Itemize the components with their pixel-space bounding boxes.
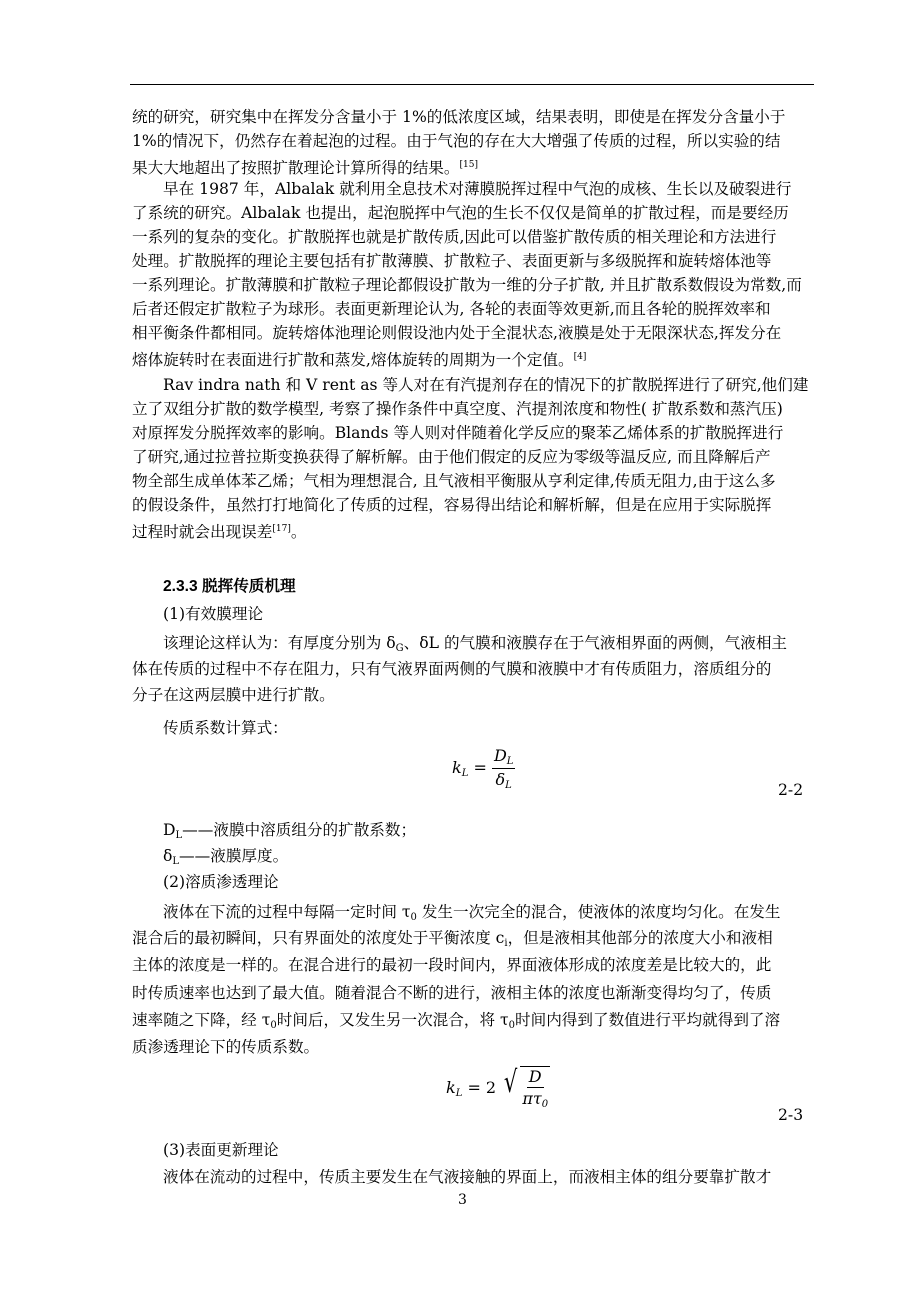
paragraph-line: 过程时就会出现误差[17]。 [132,523,307,541]
paragraph-line: 一系列的复杂的变化。扩散脱挥也就是扩散传质,因此可以借鉴扩散传质的相关理论和方法进行 [132,228,777,246]
paragraph-line: 混合后的最初瞬间，只有界面处的浓度处于平衡浓度 $c_i$，但是液相其他部分的浓度大小和液相 [132,929,773,949]
citation-ref: [15] [459,160,478,170]
paragraph-line: Rav indra nath 和 V rent as 等人对在有汽提剂存在的情况下的扩散脱挥进行了研究,他们建 [163,376,809,394]
paragraph-line: 后者还假定扩散粒子为球形。表面更新理论认为, 各轮的表面等效更新,而且各轮的脱挥效率和 [132,300,771,318]
paragraph-line: 1%的情况下，仍然存在着起泡的过程。由于气泡的存在大大增强了传质的过程，所以实验的结 [132,132,781,150]
paragraph-line: 速率随之下降，经 $\tau_0$时间后，又发生另一次混合，将 $\tau_0$时间内得到了数值进行平均就得到了溶 [132,1011,781,1031]
paragraph-line: 对原挥发分脱挥效率的影响。Blands 等人则对伴随着化学反应的聚苯乙烯体系的扩散脱挥进行 [132,424,784,442]
paragraph-line: 液体在下流的过程中每隔一定时间 $\tau_0$ 发生一次完全的混合，使液体的浓度均匀化。在发生 [163,903,781,923]
paragraph-line: 主体的浓度是一样的。在混合进行的最初一段时间内，界面液体形成的浓度差是比较大的，此 [132,956,772,974]
definition-line: $D_L——$液膜中溶质组分的扩散系数； [163,821,417,841]
equation-number: 2-2 [778,781,804,799]
paragraph-line: 了研究,通过拉普拉斯变换获得了解析解。由于他们假定的反应为零级等温反应, 而且降解后产 [132,448,771,466]
section-heading: 2.3.3 脱挥传质机理 [163,578,296,595]
citation-ref: [4] [573,352,587,362]
paragraph-line: 早在 1987 年，Albalak 就利用全息技术对薄膜脱挥过程中气泡的成核、生长以及破裂进行 [163,180,792,198]
paragraph-line: 质渗透理论下的传质系数。 [132,1038,320,1056]
paragraph-line: 的假设条件，虽然打打地简化了传质的过程，容易得出结论和解析解，但是在应用于实际脱挥 [132,496,772,514]
subsection-title-1: (1)有效膜理论 [163,605,264,623]
page-number: 3 [458,1192,467,1208]
equation-2-2: $k_L$ = $\frac{D_L}{\delta_L}$ [452,746,514,791]
header-rule [130,84,814,85]
paragraph-line: 统的研究，研究集中在挥发分含量小于 1%的低浓度区域，结果表明，即使是在挥发分含量小于 [132,108,786,126]
paragraph-line: 物全部生成单体苯乙烯；气相为理想混合, 且气液相平衡服从亨利定律,传质无阻力,由于这么多 [132,472,776,490]
subsection-title-2: (2)溶质渗透理论 [163,873,279,891]
paragraph-line: 处理。扩散脱挥的理论主要包括有扩散薄膜、扩散粒子、表面更新与多级脱挥和旋转熔体池等 [132,252,772,270]
paragraph-line: 分子在这两层膜中进行扩散。 [132,686,335,704]
subsection-title-3: (3)表面更新理论 [163,1141,279,1159]
equation-number: 2-3 [778,1106,804,1124]
paragraph-line: 体在传质的过程中不存在阻力，只有气液界面两侧的气膜和液膜中才有传质阻力，溶质组分的 [132,660,772,678]
paragraph-line: 熔体旋转时在表面进行扩散和蒸发,熔体旋转的周期为一个定值。[4] [132,351,587,369]
citation-ref: [17] [272,524,291,534]
paragraph-line: 了系统的研究。Albalak 也提出，起泡脱挥中气泡的生长不仅仅是简单的扩散过程，而是要经历 [132,204,789,222]
paragraph-line: 相平衡条件都相同。旋转熔体池理论则假设池内处于全混状态,液膜是处于无限深状态,挥发分在 [132,324,782,342]
paragraph-line: 时传质速率也达到了最大值。随着混合不断的进行，液相主体的浓度也渐渐变得均匀了，传质 [132,984,772,1002]
paragraph-line: 立了双组分扩散的数学模型, 考察了操作条件中真空度、汽提剂浓度和物性( 扩散系数和蒸汽压) [132,400,783,418]
paragraph-line: 液体在流动的过程中，传质主要发生在气液接触的界面上，而液相主体的组分要靠扩散才 [163,1168,772,1186]
definition-line: $\delta_L——$液膜厚度。 [163,847,289,867]
formula-label: 传质系数计算式： [163,719,288,737]
paragraph-line: 一系列理论。扩散薄膜和扩散粒子理论都假设扩散为一维的分子扩散, 并且扩散系数假设为常数,而 [132,276,802,294]
equation-2-3: $k_L = 2$ √ $\frac{D}{\pi\tau_0}$ [446,1065,549,1110]
paragraph-line: 该理论这样认为：有厚度分别为 $\delta_G$、δL 的气膜和液膜存在于气液相界面的两侧，气液相主 [163,634,788,654]
paragraph-line: 果大大地超出了按照扩散理论计算所得的结果。[15] [132,159,478,177]
